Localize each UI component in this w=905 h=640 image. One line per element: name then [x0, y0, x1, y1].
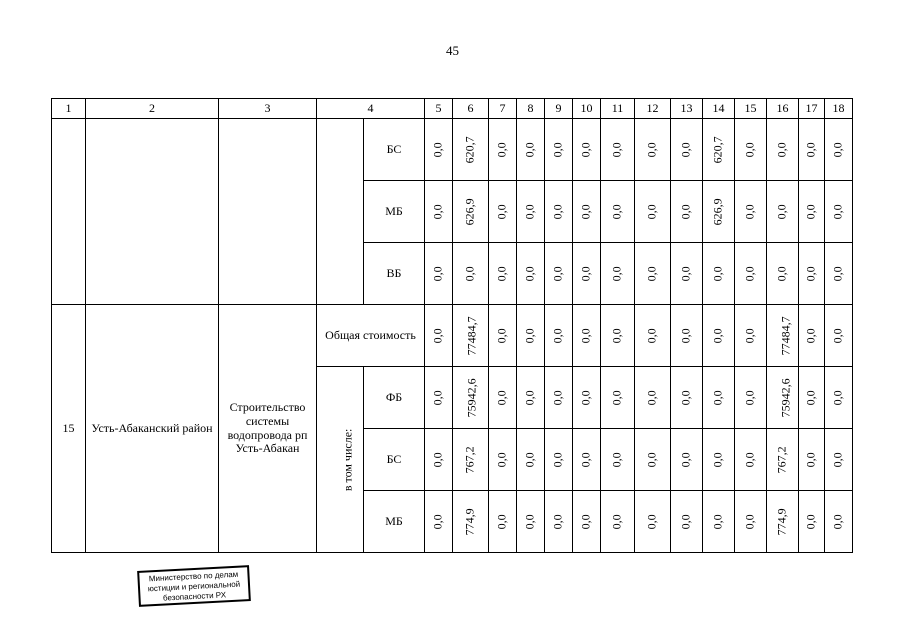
page-number: 45 — [446, 43, 459, 58]
cell-value: 0,0 — [522, 142, 537, 158]
cell-value: 0,0 — [430, 142, 445, 158]
cell-value: 0,0 — [522, 390, 537, 406]
value-cell — [635, 243, 671, 305]
value-cell — [825, 243, 853, 305]
cell-value: 0,0 — [494, 514, 509, 530]
cell-value: 0,0 — [830, 390, 845, 406]
cell-value: 0,0 — [550, 390, 565, 406]
cell-value: 0,0 — [578, 452, 593, 468]
value-cell — [425, 305, 453, 367]
value-cell — [635, 305, 671, 367]
value-cell — [799, 119, 825, 181]
cell-value: 0,0 — [710, 328, 725, 344]
cell-value: 0,0 — [644, 514, 659, 530]
cell-value: 0,0 — [609, 266, 624, 282]
cell-value: 77484,7 — [778, 316, 793, 356]
value-cell — [425, 243, 453, 305]
cell-value: 0,0 — [494, 390, 509, 406]
cell-value: 0,0 — [550, 204, 565, 220]
column-header: 4 — [317, 99, 425, 119]
value-cell — [635, 491, 671, 553]
cell-value: 0,0 — [578, 142, 593, 158]
value-cell — [573, 367, 601, 429]
cell-value: 0,0 — [830, 142, 845, 158]
cell-value: 0,0 — [803, 390, 818, 406]
value-cell — [601, 243, 635, 305]
cell-value: 0,0 — [678, 390, 693, 406]
source-label: БС — [364, 119, 425, 181]
cell-value: 0,0 — [742, 266, 757, 282]
value-cell — [635, 429, 671, 491]
column-header: 1 — [52, 99, 86, 119]
value-cell — [425, 181, 453, 243]
cell-value: 0,0 — [609, 452, 624, 468]
cell-value: 0,0 — [710, 390, 725, 406]
value-cell — [799, 181, 825, 243]
value-cell — [671, 491, 703, 553]
cell-value: 0,0 — [742, 328, 757, 344]
value-cell — [735, 119, 767, 181]
value-cell — [545, 119, 573, 181]
value-cell — [825, 491, 853, 553]
cell-value: 0,0 — [678, 514, 693, 530]
value-cell — [767, 429, 799, 491]
value-cell — [489, 181, 517, 243]
cell-value: 0,0 — [678, 452, 693, 468]
stamp-line: юстиции и региональной — [147, 579, 241, 594]
object-cell — [219, 119, 317, 305]
num-cell: 15 — [52, 305, 86, 553]
value-cell — [573, 119, 601, 181]
column-header: 13 — [671, 99, 703, 119]
district-cell — [86, 119, 219, 305]
cell-value: 0,0 — [803, 514, 818, 530]
value-cell — [635, 367, 671, 429]
cell-value: 0,0 — [578, 328, 593, 344]
value-cell — [517, 243, 545, 305]
cell-value: 0,0 — [462, 266, 477, 282]
cell-value: 0,0 — [803, 452, 818, 468]
column-header: 17 — [799, 99, 825, 119]
value-cell — [825, 119, 853, 181]
cell-value: 0,0 — [678, 142, 693, 158]
value-cell — [573, 429, 601, 491]
cell-value: 0,0 — [578, 514, 593, 530]
cell-value: 0,0 — [803, 266, 818, 282]
value-cell — [453, 491, 489, 553]
value-cell — [453, 429, 489, 491]
cell-value: 0,0 — [609, 142, 624, 158]
including-cell — [317, 119, 364, 305]
value-cell — [453, 305, 489, 367]
cell-value: 0,0 — [830, 204, 845, 220]
cell-value: 0,0 — [578, 204, 593, 220]
cell-value: 0,0 — [522, 328, 537, 344]
budget-table — [51, 98, 853, 553]
cell-value: 0,0 — [742, 452, 757, 468]
value-cell — [453, 181, 489, 243]
value-cell — [517, 429, 545, 491]
column-header: 12 — [635, 99, 671, 119]
cell-value: 0,0 — [430, 328, 445, 344]
value-cell — [453, 119, 489, 181]
cell-value: 0,0 — [830, 514, 845, 530]
cell-value: 0,0 — [803, 142, 818, 158]
cell-value: 767,2 — [774, 446, 789, 474]
value-cell — [517, 119, 545, 181]
value-cell — [601, 119, 635, 181]
cell-value: 0,0 — [550, 266, 565, 282]
value-cell — [735, 181, 767, 243]
stamp-line: Министерство по делам — [148, 569, 239, 584]
value-cell — [799, 305, 825, 367]
value-cell — [767, 119, 799, 181]
column-header: 18 — [825, 99, 853, 119]
value-cell — [671, 181, 703, 243]
cell-value: 75942,6 — [464, 378, 479, 418]
value-cell — [767, 367, 799, 429]
column-header: 16 — [767, 99, 799, 119]
value-cell — [573, 305, 601, 367]
column-header: 11 — [601, 99, 635, 119]
value-cell — [545, 181, 573, 243]
cell-value: 774,9 — [774, 508, 789, 536]
cell-value: 0,0 — [494, 266, 509, 282]
cell-value: 0,0 — [494, 452, 509, 468]
cell-value: 77484,7 — [464, 316, 479, 356]
value-cell — [601, 367, 635, 429]
cell-value: 0,0 — [609, 390, 624, 406]
source-label: ФБ — [364, 367, 425, 429]
cell-value: 0,0 — [830, 452, 845, 468]
value-cell — [735, 491, 767, 553]
value-cell — [601, 305, 635, 367]
value-cell — [703, 305, 735, 367]
source-label: МБ — [364, 491, 425, 553]
value-cell — [545, 243, 573, 305]
cell-value: 0,0 — [522, 266, 537, 282]
cell-value: 0,0 — [710, 266, 725, 282]
source-label: БС — [364, 429, 425, 491]
cell-value: 620,7 — [710, 136, 725, 164]
cell-value: 0,0 — [430, 452, 445, 468]
cell-value: 626,9 — [710, 198, 725, 226]
column-header: 5 — [425, 99, 453, 119]
cell-value: 0,0 — [609, 204, 624, 220]
value-cell — [735, 367, 767, 429]
cell-value: 0,0 — [803, 328, 818, 344]
value-cell — [799, 491, 825, 553]
header-row — [52, 99, 853, 119]
value-cell — [635, 119, 671, 181]
cell-value: 0,0 — [522, 452, 537, 468]
table-row — [52, 119, 853, 181]
cell-value: 767,2 — [462, 446, 477, 474]
cell-value: 0,0 — [494, 204, 509, 220]
cell-value: 0,0 — [678, 328, 693, 344]
value-cell — [825, 305, 853, 367]
value-cell — [767, 305, 799, 367]
value-cell — [601, 491, 635, 553]
cell-value: 0,0 — [644, 204, 659, 220]
value-cell — [601, 429, 635, 491]
value-cell — [601, 181, 635, 243]
object-cell: Строительство системы водопровода рп Усть-Абакан — [219, 305, 317, 553]
value-cell — [517, 367, 545, 429]
value-cell — [425, 491, 453, 553]
source-label: ВБ — [364, 243, 425, 305]
cell-value: 0,0 — [774, 204, 789, 220]
num-cell — [52, 119, 86, 305]
value-cell — [703, 429, 735, 491]
cell-value: 75942,6 — [778, 378, 793, 418]
cell-value: 0,0 — [494, 328, 509, 344]
cell-value: 0,0 — [494, 142, 509, 158]
value-cell — [489, 367, 517, 429]
cell-value: 0,0 — [830, 266, 845, 282]
stamp-line: безопасности РХ — [162, 590, 227, 603]
cell-value: 0,0 — [430, 514, 445, 530]
cell-value: 0,0 — [522, 204, 537, 220]
cell-value: 0,0 — [774, 142, 789, 158]
cell-value: 0,0 — [644, 328, 659, 344]
including-label: в том числе: — [340, 428, 355, 491]
value-cell — [767, 181, 799, 243]
registration-stamp — [137, 565, 251, 607]
table-row — [52, 305, 853, 367]
cell-value: 0,0 — [678, 204, 693, 220]
cell-value: 0,0 — [830, 328, 845, 344]
cell-value: 0,0 — [609, 328, 624, 344]
value-cell — [453, 243, 489, 305]
cell-value: 0,0 — [430, 204, 445, 220]
value-cell — [767, 243, 799, 305]
cell-value: 0,0 — [609, 514, 624, 530]
value-cell — [545, 367, 573, 429]
cell-value: 0,0 — [550, 142, 565, 158]
value-cell — [735, 429, 767, 491]
value-cell — [799, 367, 825, 429]
value-cell — [825, 429, 853, 491]
total-label: Общая стоимость — [317, 305, 425, 367]
value-cell — [703, 119, 735, 181]
value-cell — [489, 119, 517, 181]
value-cell — [671, 367, 703, 429]
column-header: 10 — [573, 99, 601, 119]
value-cell — [425, 429, 453, 491]
cell-value: 0,0 — [430, 390, 445, 406]
value-cell — [489, 243, 517, 305]
value-cell — [767, 491, 799, 553]
column-header: 15 — [735, 99, 767, 119]
cell-value: 0,0 — [774, 266, 789, 282]
value-cell — [671, 119, 703, 181]
cell-value: 0,0 — [550, 328, 565, 344]
cell-value: 774,9 — [462, 508, 477, 536]
value-cell — [703, 243, 735, 305]
value-cell — [799, 243, 825, 305]
column-header: 14 — [703, 99, 735, 119]
source-label: МБ — [364, 181, 425, 243]
cell-value: 620,7 — [462, 136, 477, 164]
value-cell — [635, 181, 671, 243]
value-cell — [545, 491, 573, 553]
value-cell — [489, 491, 517, 553]
column-header: 8 — [517, 99, 545, 119]
column-header: 3 — [219, 99, 317, 119]
value-cell — [573, 181, 601, 243]
value-cell — [735, 243, 767, 305]
value-cell — [573, 491, 601, 553]
cell-value: 0,0 — [522, 514, 537, 530]
value-cell — [703, 181, 735, 243]
value-cell — [517, 305, 545, 367]
cell-value: 0,0 — [742, 204, 757, 220]
column-header: 7 — [489, 99, 517, 119]
district-cell: Усть-Абаканский район — [86, 305, 219, 553]
cell-value: 0,0 — [550, 452, 565, 468]
column-header: 9 — [545, 99, 573, 119]
cell-value: 0,0 — [742, 390, 757, 406]
cell-value: 0,0 — [578, 266, 593, 282]
value-cell — [545, 305, 573, 367]
value-cell — [517, 491, 545, 553]
value-cell — [573, 243, 601, 305]
value-cell — [545, 429, 573, 491]
cell-value: 0,0 — [710, 452, 725, 468]
cell-value: 0,0 — [803, 204, 818, 220]
cell-value: 0,0 — [742, 514, 757, 530]
cell-value: 0,0 — [710, 514, 725, 530]
cell-value: 0,0 — [678, 266, 693, 282]
column-header: 2 — [86, 99, 219, 119]
cell-value: 0,0 — [644, 390, 659, 406]
value-cell — [489, 305, 517, 367]
cell-value: 0,0 — [578, 390, 593, 406]
column-header: 6 — [453, 99, 489, 119]
cell-value: 0,0 — [430, 266, 445, 282]
cell-value: 0,0 — [644, 266, 659, 282]
value-cell — [425, 119, 453, 181]
value-cell — [825, 181, 853, 243]
value-cell — [671, 305, 703, 367]
value-cell — [799, 429, 825, 491]
cell-value: 0,0 — [742, 142, 757, 158]
value-cell — [735, 305, 767, 367]
value-cell — [517, 181, 545, 243]
value-cell — [425, 367, 453, 429]
value-cell — [703, 491, 735, 553]
cell-value: 0,0 — [644, 452, 659, 468]
cell-value: 0,0 — [644, 142, 659, 158]
value-cell — [489, 429, 517, 491]
cell-value: 0,0 — [550, 514, 565, 530]
value-cell — [671, 243, 703, 305]
including-cell — [317, 367, 364, 553]
value-cell — [453, 367, 489, 429]
value-cell — [825, 367, 853, 429]
value-cell — [703, 367, 735, 429]
cell-value: 626,9 — [462, 198, 477, 226]
value-cell — [671, 429, 703, 491]
